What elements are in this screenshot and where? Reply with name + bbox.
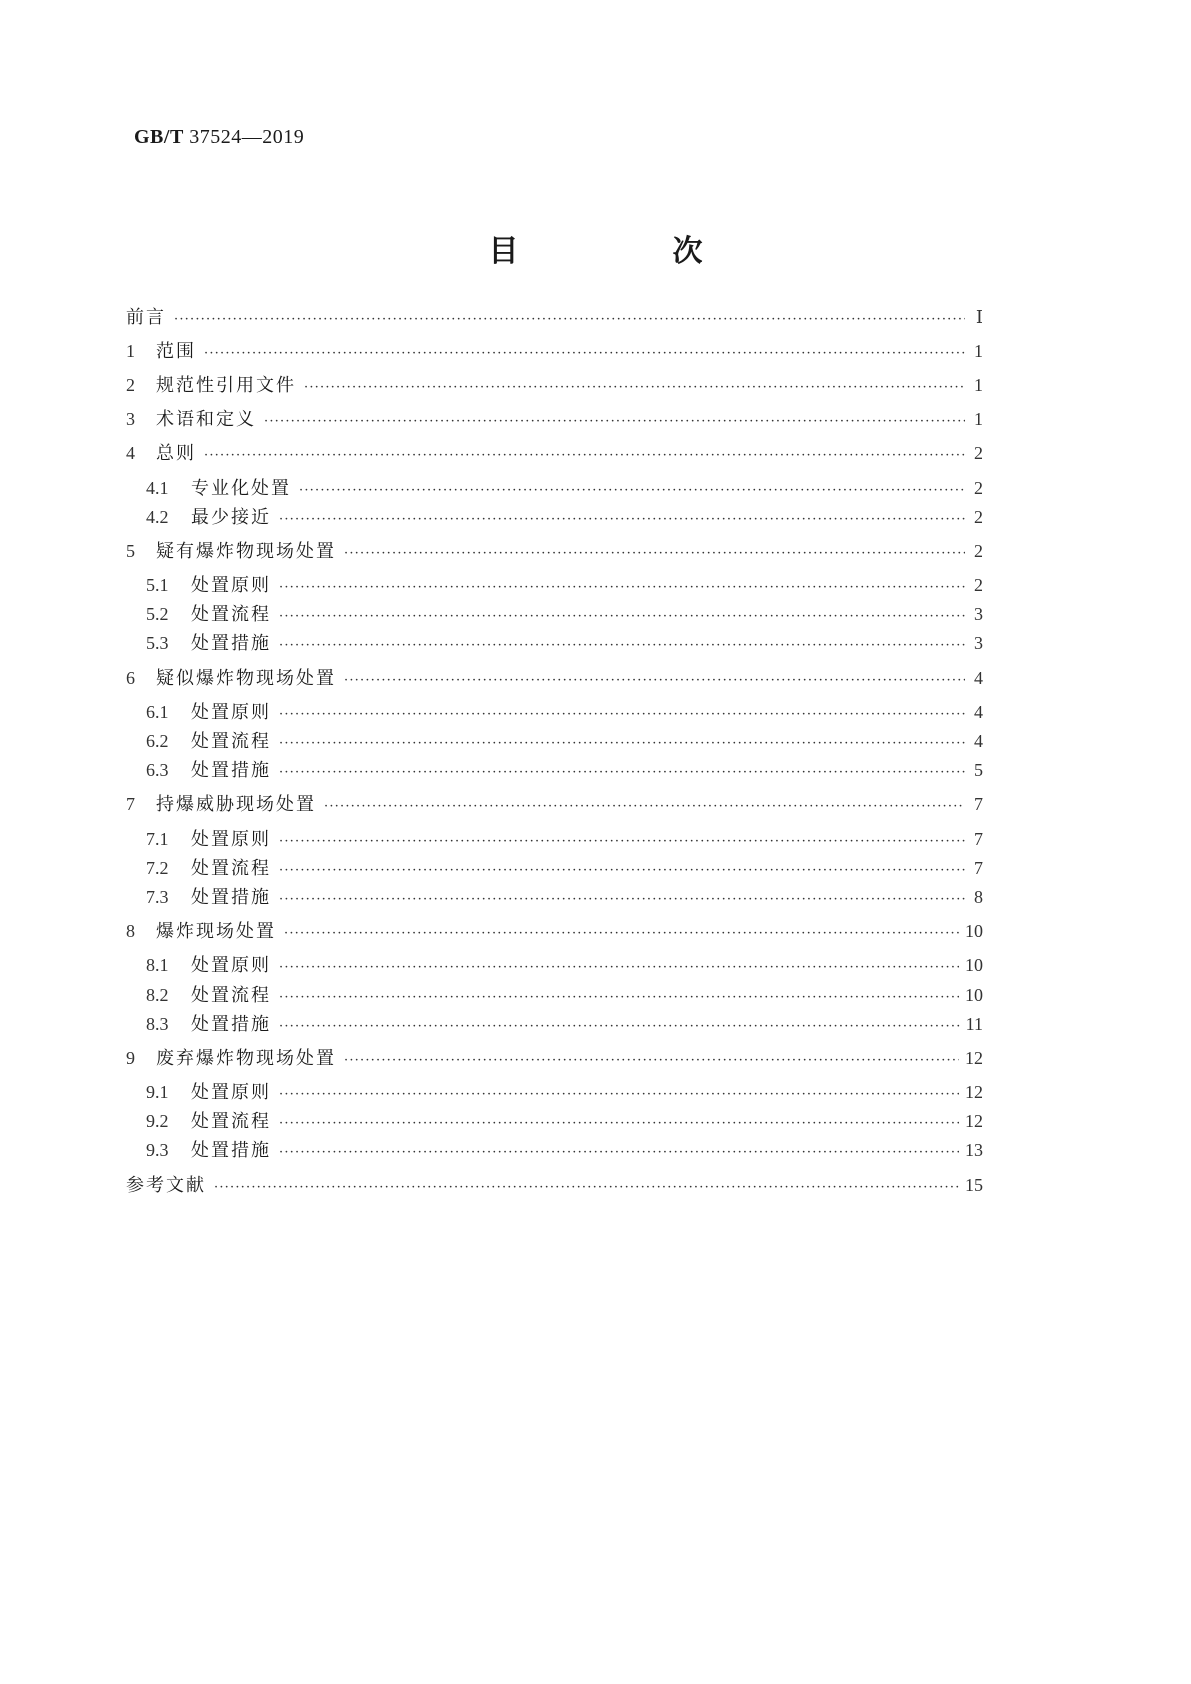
toc-entry[interactable] (126, 666, 983, 693)
toc-entry-page: 7 (974, 858, 983, 878)
toc-entry-number: 6.3 (146, 760, 169, 780)
toc-subentry[interactable] (146, 700, 983, 727)
standard-prefix: GB/T (134, 126, 184, 148)
dot-leader (279, 830, 965, 854)
toc-entry-page: 5 (974, 760, 983, 780)
toc-entry-page: 2 (974, 507, 983, 527)
toc-entry-page: 2 (974, 541, 983, 561)
toc-entry-number: 7.2 (146, 858, 169, 878)
toc-entry[interactable] (126, 373, 983, 400)
toc-entry-page: 1 (974, 341, 983, 361)
toc-entry-number: 9 (126, 1048, 135, 1068)
toc-entry-page: 12 (965, 1111, 983, 1131)
toc-entry-label: 专业化处置 (191, 478, 291, 499)
toc-entry-label: 处置措施 (191, 760, 271, 781)
toc-entry-page: 1 (974, 375, 983, 395)
dot-leader (279, 859, 965, 883)
toc-entry[interactable] (126, 539, 983, 566)
dot-leader (279, 508, 965, 532)
toc-entry[interactable] (126, 441, 983, 468)
toc-entry-number: 4.2 (146, 507, 169, 527)
toc-subentry[interactable] (146, 1138, 983, 1165)
toc-entry[interactable] (126, 919, 983, 946)
dot-leader (214, 1176, 959, 1200)
toc-subentry[interactable] (146, 758, 983, 785)
toc-subentry[interactable] (146, 476, 983, 503)
dot-leader (204, 444, 965, 468)
dot-leader (204, 342, 965, 366)
toc-entry-number: 8.2 (146, 985, 169, 1005)
dot-leader (279, 732, 965, 756)
toc-subentry[interactable] (146, 983, 983, 1010)
toc-subentry[interactable] (146, 729, 983, 756)
dot-leader (344, 542, 965, 566)
dot-leader (344, 669, 965, 693)
toc-entry[interactable] (126, 1046, 983, 1073)
dot-leader (279, 888, 965, 912)
toc-entry-label: 处置措施 (191, 633, 271, 654)
toc-entry-label: 参考文献 (126, 1175, 206, 1196)
dot-leader (264, 410, 965, 434)
dot-leader (324, 795, 965, 819)
toc-entry-page: 11 (965, 1014, 983, 1034)
toc-entry[interactable] (126, 1173, 983, 1200)
toc-entry-page: 3 (974, 604, 983, 624)
toc-entry-label: 总则 (156, 443, 196, 464)
toc-entry-number: 8.3 (146, 1014, 169, 1034)
dot-leader (279, 1083, 959, 1107)
toc-entry-number: 2 (126, 375, 135, 395)
toc-entry-page: 12 (965, 1082, 983, 1102)
toc-entry-number: 4 (126, 443, 135, 463)
toc-entry-label: 处置原则 (191, 955, 271, 976)
dot-leader (279, 703, 965, 727)
toc-subentry[interactable] (146, 573, 983, 600)
dot-leader (279, 605, 965, 629)
toc-entry-label: 处置流程 (191, 731, 271, 752)
toc-entry-page: 1 (974, 409, 983, 429)
dot-leader (279, 956, 959, 980)
toc-entry-page: 4 (974, 668, 983, 688)
toc-subentry[interactable] (146, 856, 983, 883)
dot-leader (279, 634, 965, 658)
dot-leader (344, 1049, 959, 1073)
standard-number: 37524—2019 (189, 126, 305, 148)
toc-entry-label: 处置流程 (191, 858, 271, 879)
toc-entry[interactable] (126, 792, 983, 819)
toc-entry-page: 10 (965, 985, 983, 1005)
toc-entry-number: 5.3 (146, 633, 169, 653)
toc-entry-number: 6 (126, 668, 135, 688)
toc-entry-page: 3 (974, 633, 983, 653)
toc-entry-number: 7.1 (146, 829, 169, 849)
toc-entry-label: 处置流程 (191, 985, 271, 1006)
toc-entry-number: 9.1 (146, 1082, 169, 1102)
toc-entry-label: 废弃爆炸物现场处置 (156, 1048, 336, 1069)
toc-entry-page: 7 (974, 794, 983, 814)
toc-entry-number: 1 (126, 341, 135, 361)
toc-entry-page: 10 (965, 955, 983, 975)
toc-subentry[interactable] (146, 505, 983, 532)
toc-subentry[interactable] (146, 1080, 983, 1107)
toc-entry-label: 持爆威胁现场处置 (156, 794, 316, 815)
dot-leader (279, 1112, 959, 1136)
toc-entry-page: 8 (974, 887, 983, 907)
toc-entry-label: 术语和定义 (156, 409, 256, 430)
dot-leader (279, 986, 959, 1010)
toc-entry-label: 处置原则 (191, 702, 271, 723)
toc-subentry[interactable] (146, 631, 983, 658)
toc-entry-label: 最少接近 (191, 507, 271, 528)
toc-entry-page: 10 (965, 921, 983, 941)
dot-leader (279, 1141, 959, 1165)
toc-entry-number: 7.3 (146, 887, 169, 907)
toc-entry-page: 4 (974, 702, 983, 722)
toc-entry-label: 处置流程 (191, 604, 271, 625)
toc-entry-label: 处置原则 (191, 829, 271, 850)
toc-entry-page: 4 (974, 731, 983, 751)
toc-subentry[interactable] (146, 827, 983, 854)
toc-entry-page: 15 (965, 1175, 983, 1195)
toc-entry-number: 8 (126, 921, 135, 941)
toc-title: 目 次 (488, 234, 765, 269)
toc-entry-number: 9.2 (146, 1111, 169, 1131)
toc-entry-label: 前言 (126, 307, 166, 328)
toc-entry-page: 2 (974, 478, 983, 498)
toc-entry-number: 6.2 (146, 731, 169, 751)
toc-entry-label: 爆炸现场处置 (156, 921, 276, 942)
toc-subentry[interactable] (146, 1012, 983, 1039)
toc-entry-number: 9.3 (146, 1140, 169, 1160)
toc-entry-page: 13 (965, 1140, 983, 1160)
toc-entry[interactable] (126, 305, 983, 332)
dot-leader (299, 479, 965, 503)
toc-entry-number: 7 (126, 794, 135, 814)
toc-entry-number: 6.1 (146, 702, 169, 722)
toc-entry-label: 范围 (156, 341, 196, 362)
toc-entry-label: 处置原则 (191, 575, 271, 596)
toc-entry-number: 5.2 (146, 604, 169, 624)
toc-entry-page: Ⅰ (975, 307, 983, 327)
toc-entry-label: 处置措施 (191, 1014, 271, 1035)
toc-subentry[interactable] (146, 602, 983, 629)
toc-entry-page: 7 (974, 829, 983, 849)
dot-leader (279, 1015, 960, 1039)
dot-leader (174, 308, 965, 332)
toc-entry-number: 3 (126, 409, 135, 429)
toc-entry-number: 5.1 (146, 575, 169, 595)
toc-entry-label: 疑似爆炸物现场处置 (156, 668, 336, 689)
toc-entry-page: 2 (974, 575, 983, 595)
toc-subentry[interactable] (146, 953, 983, 980)
dot-leader (279, 576, 965, 600)
dot-leader (304, 376, 965, 400)
toc-subentry[interactable] (146, 1109, 983, 1136)
toc-entry-label: 处置流程 (191, 1111, 271, 1132)
toc-subentry[interactable] (146, 885, 983, 912)
dot-leader (279, 761, 965, 785)
toc-entry-number: 8.1 (146, 955, 169, 975)
toc-entry-label: 处置原则 (191, 1082, 271, 1103)
toc-entry-number: 5 (126, 541, 135, 561)
toc-entry-page: 12 (965, 1048, 983, 1068)
toc-entry-number: 4.1 (146, 478, 169, 498)
toc-entry-page: 2 (974, 443, 983, 463)
toc-entry[interactable] (126, 407, 983, 434)
toc-entry-label: 疑有爆炸物现场处置 (156, 541, 336, 562)
toc-entry-label: 规范性引用文件 (156, 375, 296, 396)
toc-entry-label: 处置措施 (191, 1140, 271, 1161)
dot-leader (284, 922, 959, 946)
toc-entry-label: 处置措施 (191, 887, 271, 908)
toc-entry[interactable] (126, 339, 983, 366)
